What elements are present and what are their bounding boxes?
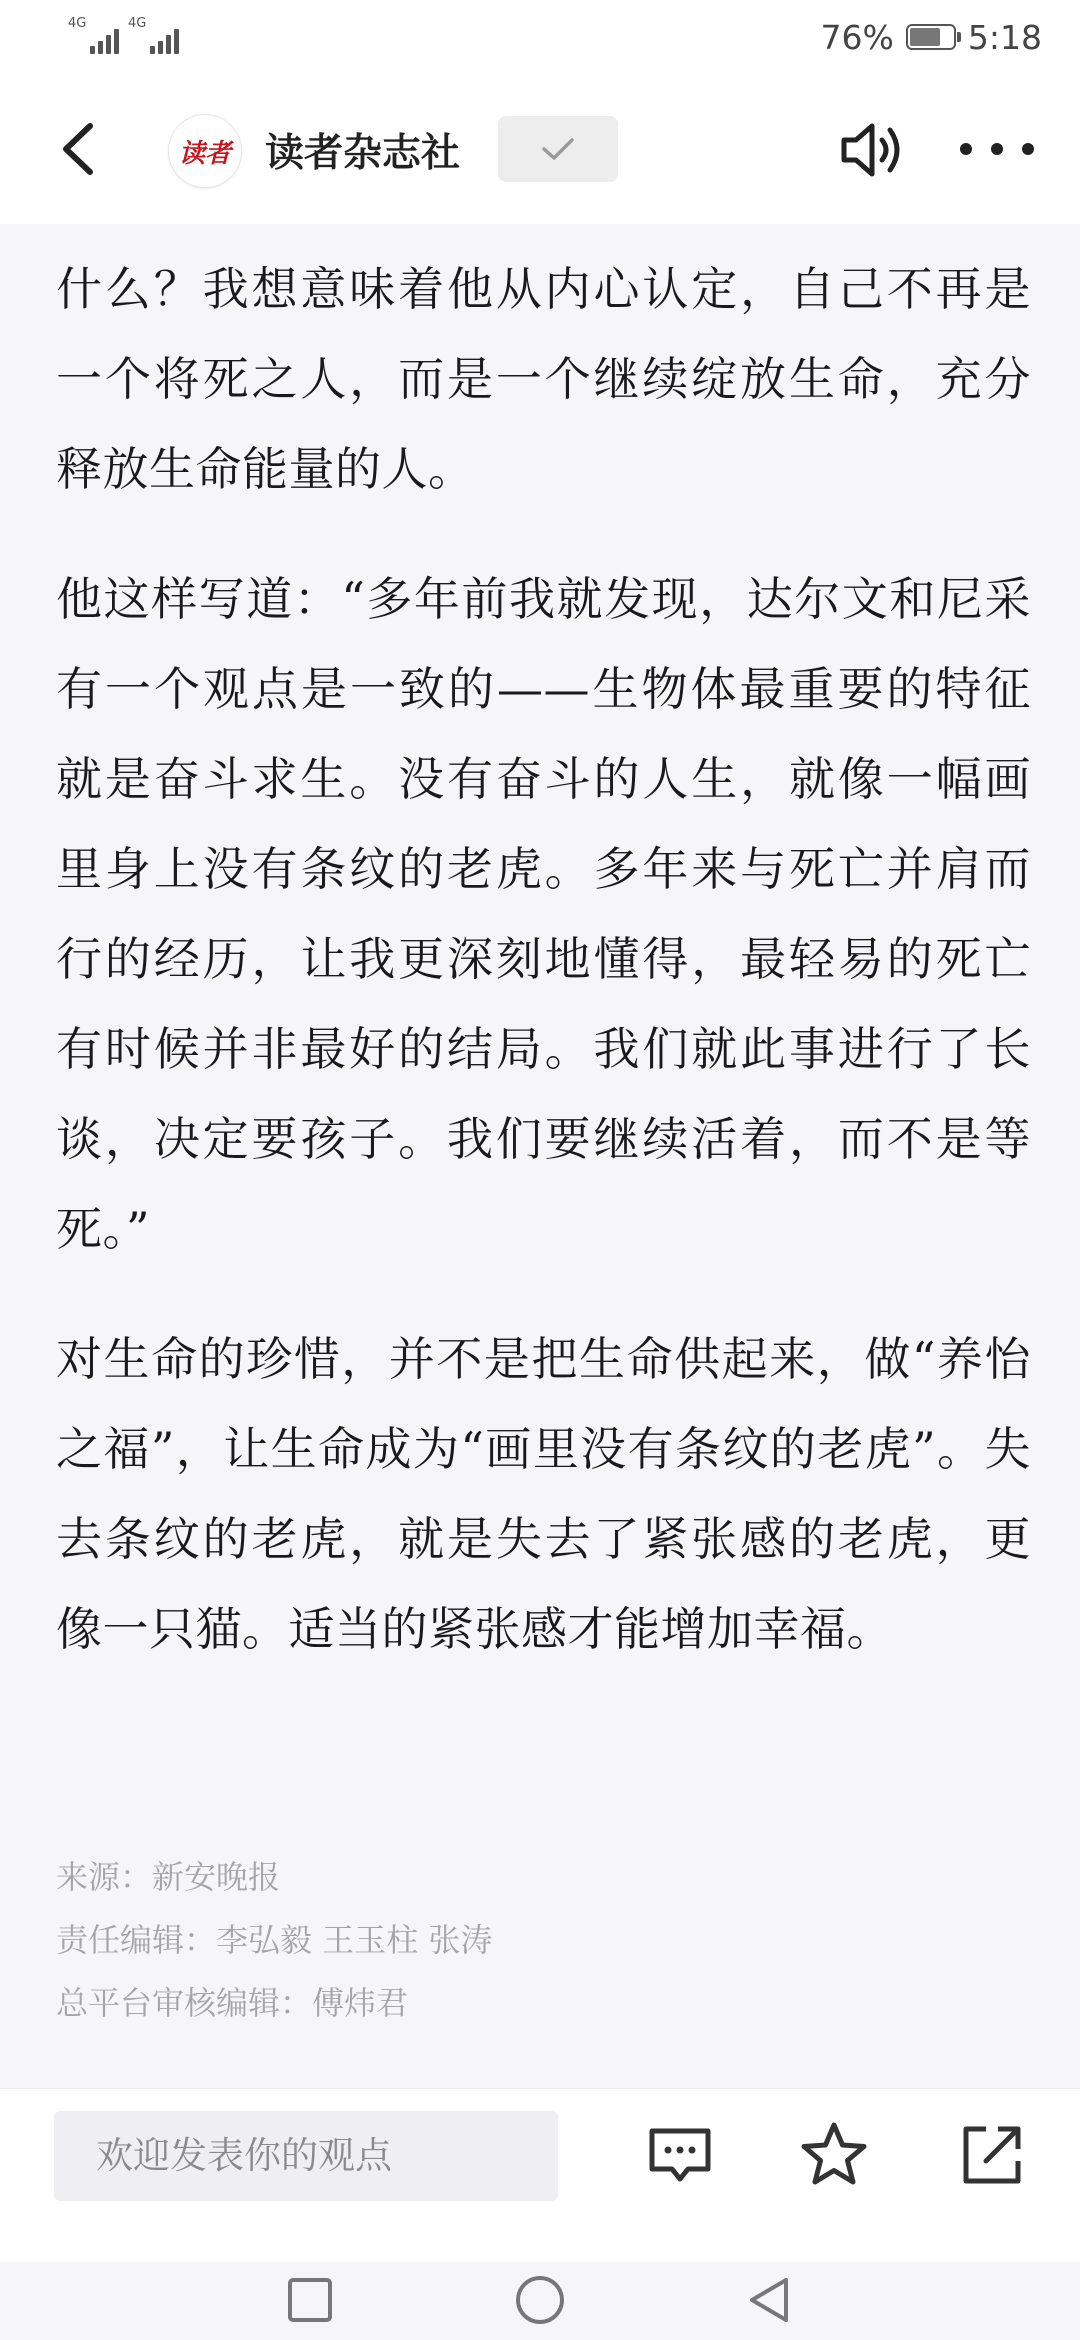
back-triangle-icon [740, 2270, 800, 2330]
back-arrow-icon [52, 114, 112, 184]
back-button[interactable] [52, 114, 112, 184]
cellular-signal-icon [68, 16, 119, 54]
comment-bar [0, 2088, 1080, 2263]
comments-button[interactable] [644, 2119, 716, 2191]
recent-apps-button[interactable] [280, 2270, 340, 2330]
favorite-button[interactable] [798, 2119, 870, 2191]
more-dots-icon [960, 143, 972, 155]
account-logo[interactable]: 读者 [168, 114, 242, 188]
comment-input[interactable]: 欢迎发表你的观点 [54, 2111, 558, 2201]
follow-button[interactable] [498, 116, 618, 182]
chief-editor-line: 总平台审核编辑：傅炜君 [56, 1984, 409, 2022]
home-button[interactable] [510, 2270, 570, 2330]
checkmark-icon [538, 134, 578, 164]
recent-apps-icon [280, 2270, 340, 2330]
back-nav-button[interactable] [740, 2270, 800, 2330]
battery-icon [906, 24, 956, 50]
article-body [56, 244, 1031, 1674]
network-type-label: 4G [128, 16, 147, 31]
comment-icon [644, 2119, 716, 2191]
source-line: 来源：新安晚报 [56, 1858, 281, 1896]
account-name[interactable]: 读者杂志社 [265, 131, 461, 176]
share-button[interactable] [956, 2119, 1028, 2191]
article-meta [56, 1846, 492, 2035]
article-paragraph: 什么？我想意味着他从内心认定，自己不再是一个将死之人，而是一个继续绽放生命，充分释放生命能量的人。 [56, 262, 1031, 496]
more-button[interactable] [960, 134, 1034, 164]
status-bar [0, 0, 1080, 74]
home-icon [510, 2270, 570, 2330]
cellular-signal-icon [128, 16, 179, 54]
editors-line: 责任编辑：李弘毅 王玉柱 张涛 [56, 1921, 493, 1959]
article-paragraph: 对生命的珍惜，并不是把生命供起来，做“养怡之福”，让生命成为“画里没有条纹的老虎”。失去条纹的老虎，就是失去了紧张感的老虎，更像一只猫。适当的紧张感才能增加幸福。 [56, 1332, 1031, 1656]
speaker-icon [838, 118, 908, 182]
system-navigation-bar [0, 2262, 1080, 2340]
network-type-label: 4G [68, 16, 87, 31]
audio-button[interactable] [838, 118, 908, 182]
clock-time: 5:18 [967, 17, 1042, 57]
battery-percent: 76% [820, 17, 894, 57]
star-icon [798, 2119, 870, 2191]
article-paragraph: 他这样写道：“多年前我就发现，达尔文和尼采有一个观点是一致的——生物体最重要的特征就是奋斗求生。没有奋斗的人生，就像一幅画里身上没有条纹的老虎。多年来与死亡并肩而行的经历，让我更深刻地懂得，最轻易的死亡有时候并非最好的结局。我们就此事进行了长谈，决定要孩子。我们要继续活着，而不是等死。” [56, 572, 1031, 1256]
share-icon [956, 2119, 1028, 2191]
article-header [0, 74, 1080, 224]
